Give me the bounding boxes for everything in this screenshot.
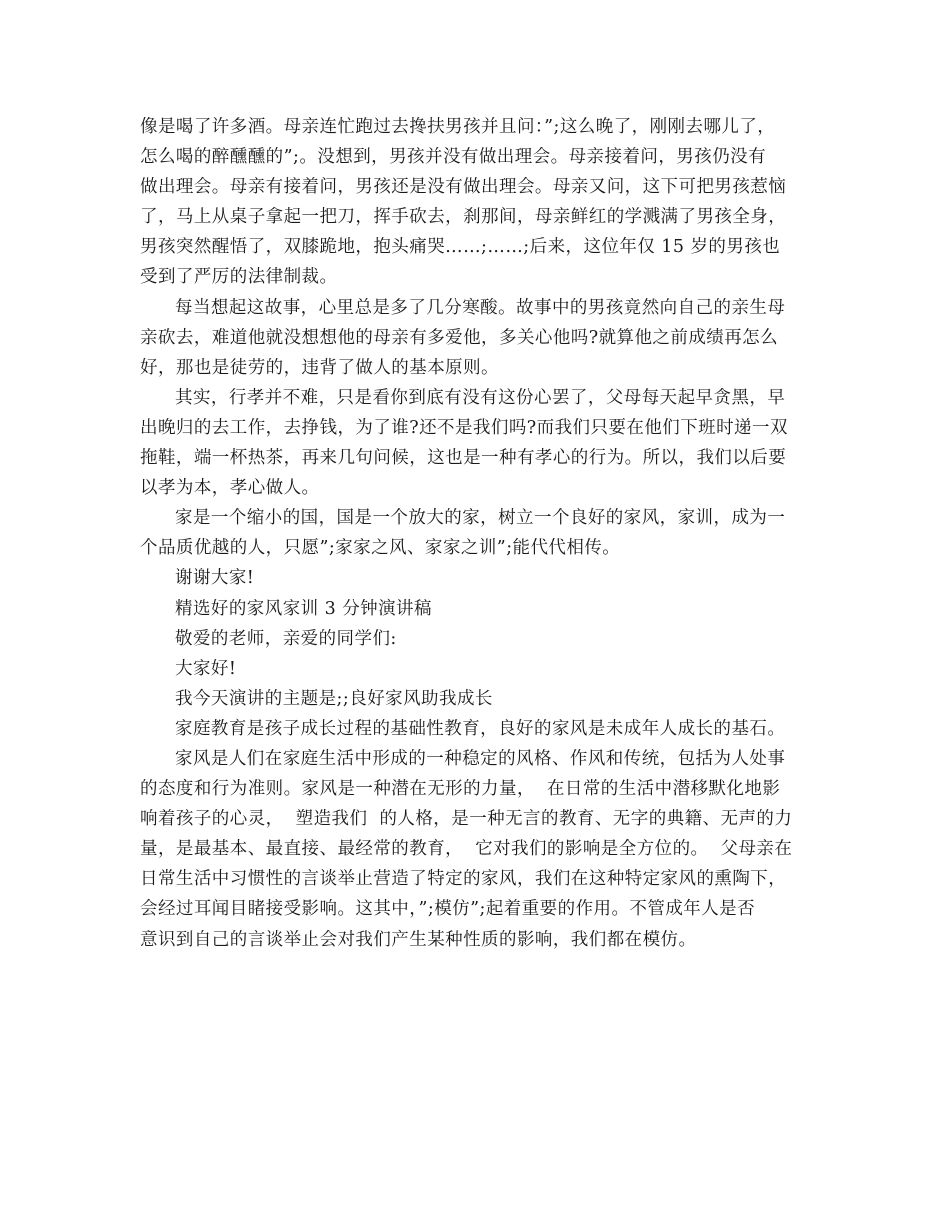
text-line: 出晚归的去工作，去挣钱，为了谁?还不是我们吗?而我们只要在他们下班时递一双 — [140, 417, 788, 438]
text-line: 怎么喝的醉醺醺的”;。没想到，男孩并没有做出理会。母亲接着问，男孩仍没有 — [140, 147, 767, 168]
text-line: 个品质优越的人，只愿”;家家之风、家家之训”;能代代相传。 — [140, 538, 621, 559]
paragraph-first-line: 每当想起这故事，心里总是多了几分寒酸。故事中的男孩竟然向自己的亲生母 — [175, 297, 786, 318]
paragraph-first-line: 家是一个缩小的国，国是一个放大的家，树立一个良好的家风，家训，成为一 — [175, 508, 786, 529]
salutation: 敬爱的老师，亲爱的同学们: — [175, 628, 397, 649]
text-line: 会经过耳闻目睹接受影响。这其中，”;模仿”;起着重要的作用。不管成年人是否 — [140, 899, 756, 920]
text-line: 以孝为本，孝心做人。 — [140, 478, 320, 499]
text-line: 男孩突然醒悟了，双膝跪地，抱头痛哭……;……;后来，这位年仅 15 岁的男孩也 — [140, 237, 781, 258]
text-line: 日常生活中习惯性的言谈举止营造了特定的家风，我们在这种特定家风的熏陶下， — [140, 869, 787, 890]
speech-theme: 我今天演讲的主题是;;良好家风助我成长 — [175, 688, 493, 709]
text-line: 做出理会。母亲有接着问，男孩还是没有做出理会。母亲又问，这下可把男孩惹恼 — [140, 177, 787, 198]
speech-title: 精选好的家风家训 3 分钟演讲稿 — [175, 598, 432, 619]
text-line: 亲砍去，难道他就没想想他的母亲有多爱他，多关心他吗?就算他之前成绩再怎么 — [140, 327, 779, 348]
text-line: 好，那也是徒劳的，违背了做人的基本原则。 — [140, 357, 499, 378]
text-line: 了，马上从桌子拿起一把刀，挥手砍去，刹那间，母亲鲜红的学溅满了男孩全身， — [140, 207, 787, 228]
paragraph-first-line: 家庭教育是孩子成长过程的基础性教育，良好的家风是未成年人成长的基石。 — [175, 718, 786, 739]
text-line: 意识到自己的言谈举止会对我们产生某种性质的影响，我们都在模仿。 — [140, 929, 697, 950]
paragraph-first-line: 其实，行孝并不难，只是看你到底有没有这份心罢了，父母每天起早贪黑，早 — [175, 387, 786, 408]
text-line: 像是喝了许多酒。母亲连忙跑过去搀扶男孩并且问：”;这么晚了，刚刚去哪儿了， — [140, 117, 776, 137]
greeting: 大家好! — [175, 658, 237, 679]
text-line: 的态度和行为准则。家风是一种潜在无形的力量， 在日常的生活中潜移默化地影 — [140, 779, 781, 800]
text-line: 量，是最基本、最直接、最经常的教育， 它对我们的影响是全方位的。 父母亲在 — [140, 839, 793, 860]
closing-thanks: 谢谢大家! — [175, 568, 255, 589]
document-page — [140, 112, 823, 955]
text-line: 拖鞋，端一杯热茶，再来几句问候，这也是一种有孝心的行为。所以，我们以后要 — [140, 448, 787, 469]
text-line: 受到了严厉的法律制裁。 — [140, 267, 338, 288]
text-line: 响着孩子的心灵， 塑造我们 的人格，是一种无言的教育、无字的典籍、无声的力 — [140, 809, 793, 830]
paragraph-first-line: 家风是人们在家庭生活中形成的一种稳定的风格、作风和传统，包括为人处事 — [175, 748, 786, 769]
